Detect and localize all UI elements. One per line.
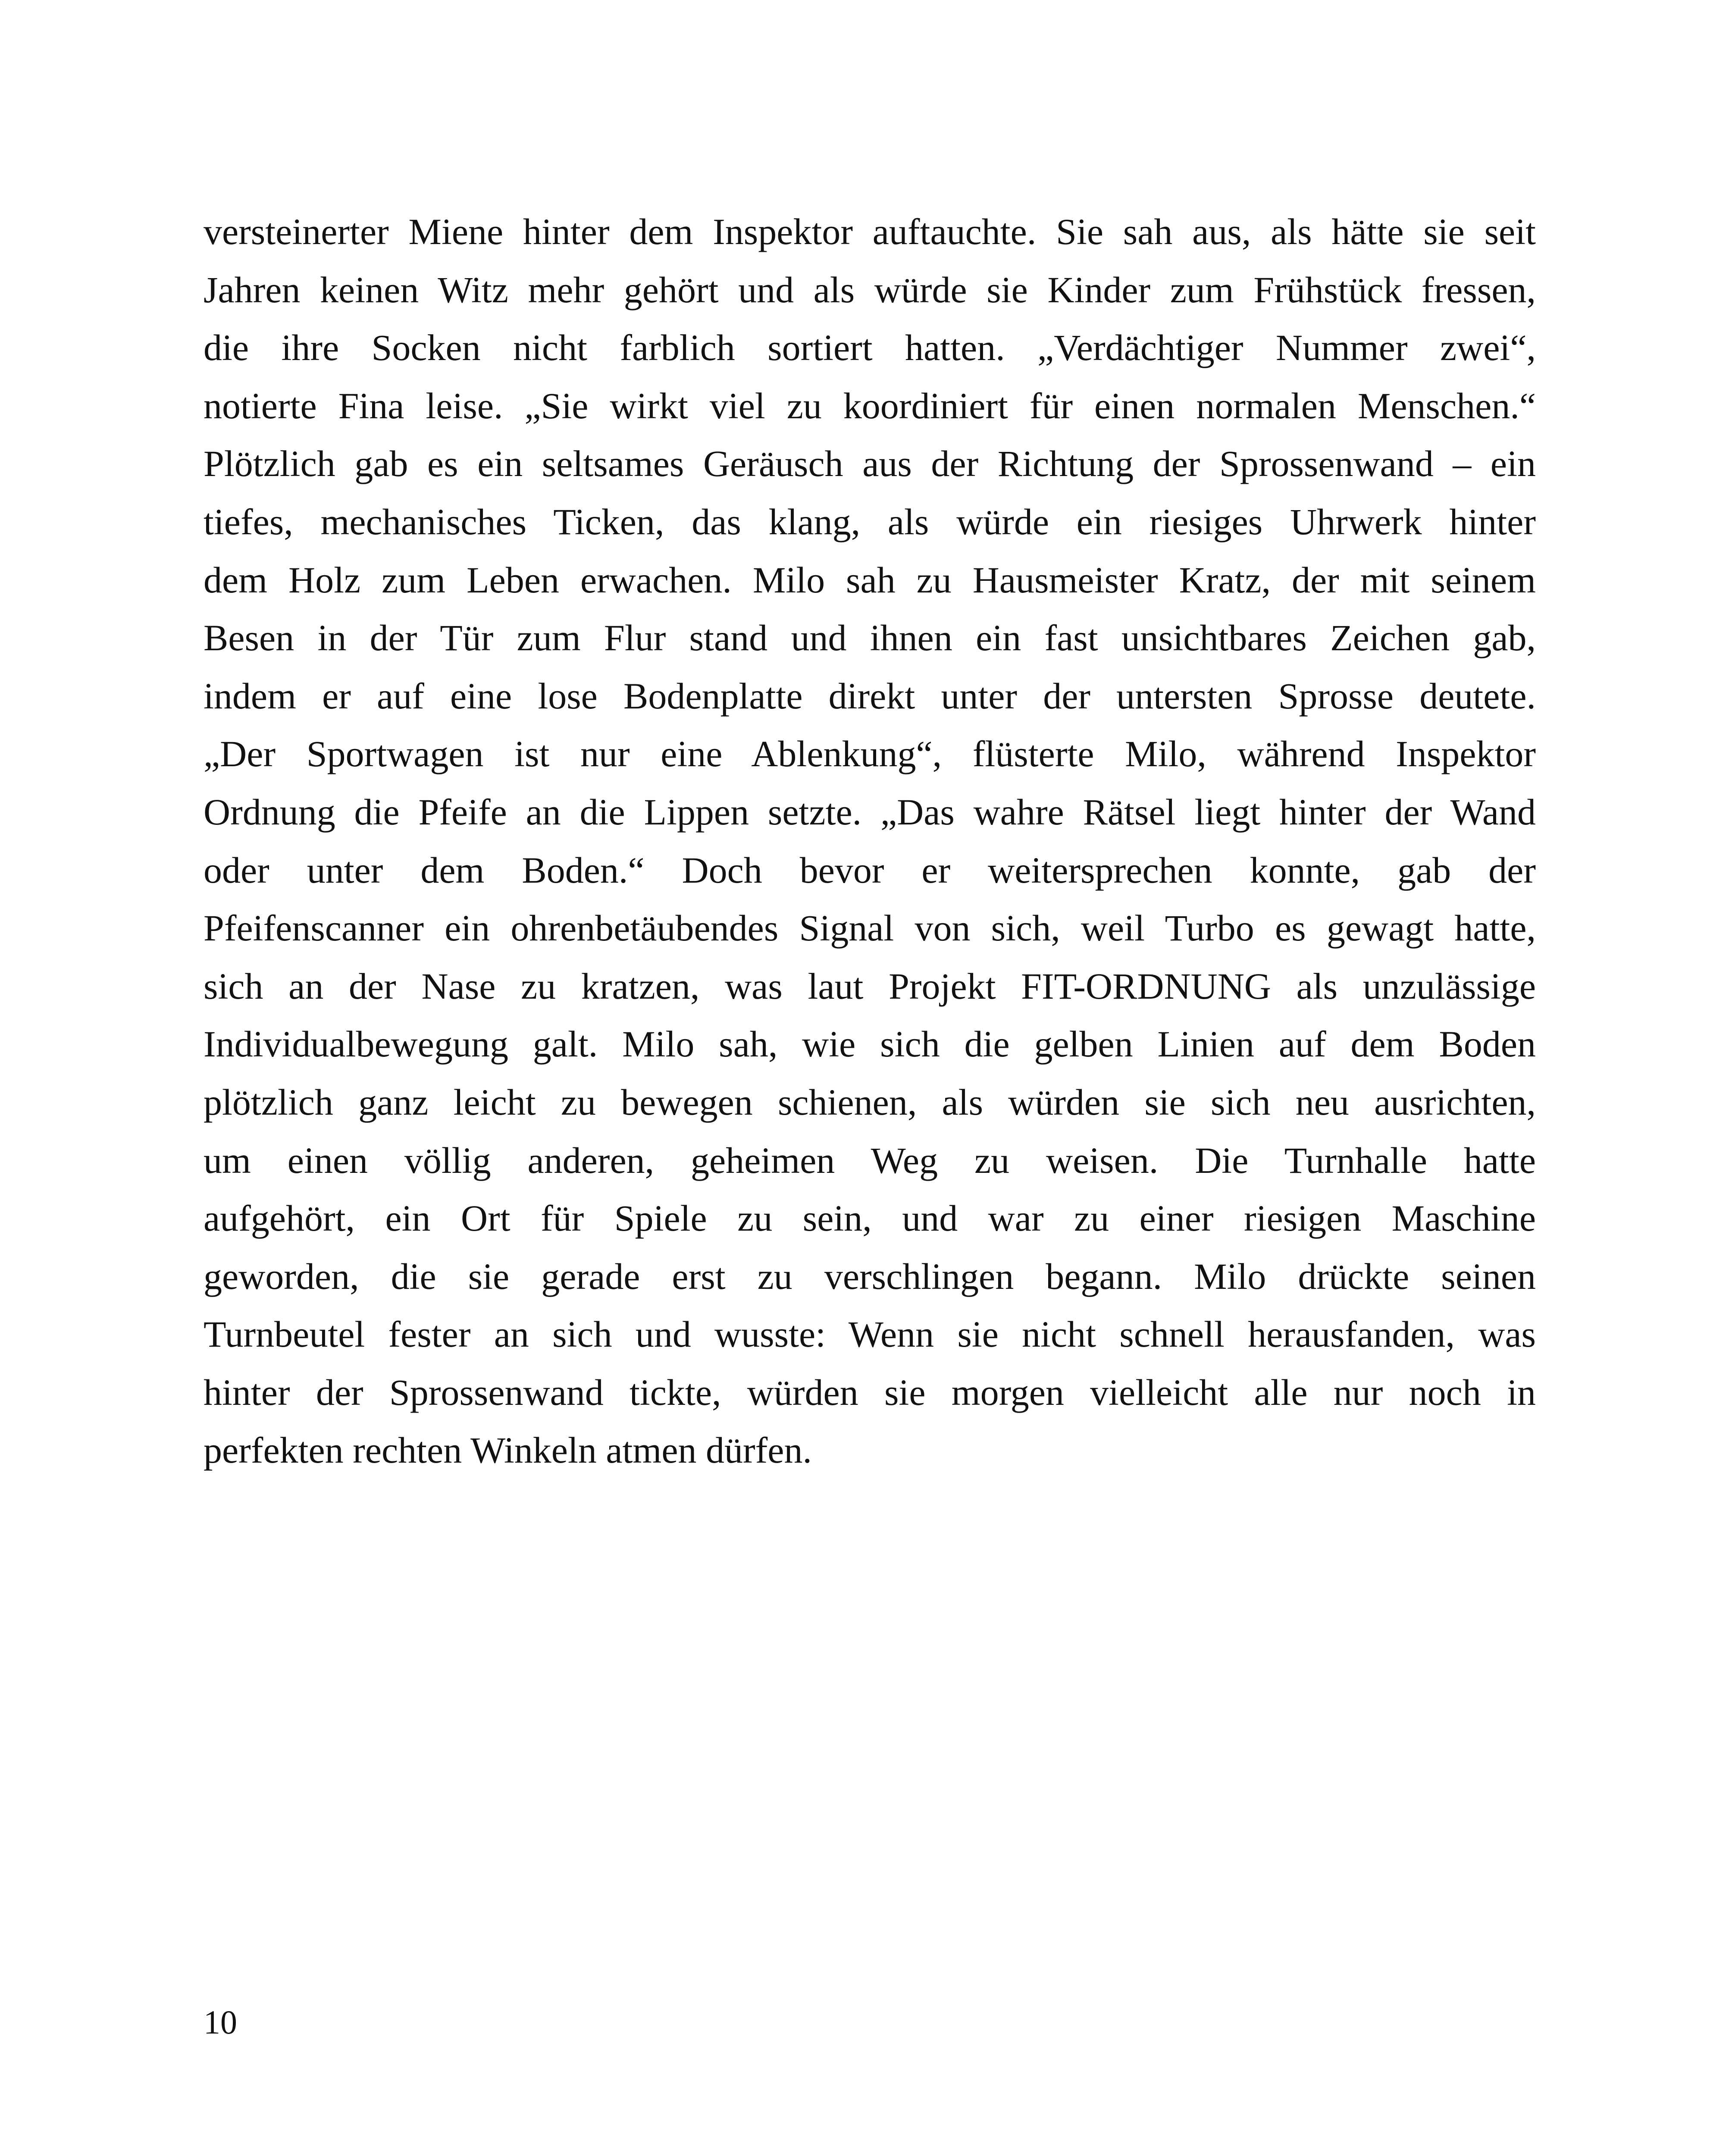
- text-line: Plötzlich gab es ein seltsames Geräusch aus der Richtung der Sprossenwand – ein: [204, 443, 1536, 485]
- text-line: perfekten rechten Winkeln atmen dürfen.: [204, 1429, 812, 1471]
- text-line: aufgehört, ein Ort für Spiele zu sein, und war zu einer riesigen Maschine: [204, 1197, 1536, 1239]
- text-line: sich an der Nase zu kratzen, was laut Projekt FIT-ORDNUNG als unzulässige: [204, 965, 1536, 1007]
- text-line: versteinerter Miene hinter dem Inspektor auftauchte. Sie sah aus, als hätte sie seit: [204, 211, 1536, 252]
- text-line: Jahren keinen Witz mehr gehört und als würde sie Kinder zum Frühstück fressen,: [204, 269, 1536, 310]
- text-line: Pfeifenscanner ein ohrenbetäubendes Signal von sich, weil Turbo es gewagt hatte,: [204, 907, 1536, 949]
- text-line: oder unter dem Boden.“ Doch bevor er weitersprechen konnte, gab der: [204, 849, 1536, 891]
- text-line: hinter der Sprossenwand tickte, würden sie morgen vielleicht alle nur noch in: [204, 1371, 1536, 1413]
- body-text: [204, 203, 1536, 1479]
- page-number: 10: [204, 2003, 237, 2041]
- text-line: dem Holz zum Leben erwachen. Milo sah zu Hausmeister Kratz, der mit seinem: [204, 559, 1536, 601]
- text-line: notierte Fina leise. „Sie wirkt viel zu koordiniert für einen normalen Menschen.“: [204, 385, 1536, 426]
- text-line: Individualbewegung galt. Milo sah, wie sich die gelben Linien auf dem Boden: [204, 1023, 1536, 1065]
- text-line: geworden, die sie gerade erst zu verschlingen begann. Milo drückte seinen: [204, 1255, 1536, 1297]
- text-line: Besen in der Tür zum Flur stand und ihnen ein fast unsichtbares Zeichen gab,: [204, 617, 1536, 659]
- text-line: indem er auf eine lose Bodenplatte direkt unter der untersten Sprosse deutete.: [204, 675, 1536, 717]
- text-line: plötzlich ganz leicht zu bewegen schienen, als würden sie sich neu ausrichten,: [204, 1081, 1536, 1123]
- text-line: tiefes, mechanisches Ticken, das klang, als würde ein riesiges Uhrwerk hinter: [204, 501, 1536, 542]
- text-line: „Der Sportwagen ist nur eine Ablenkung“, flüsterte Milo, während Inspektor: [204, 733, 1536, 775]
- text-line: um einen völlig anderen, geheimen Weg zu weisen. Die Turnhalle hatte: [204, 1139, 1536, 1181]
- text-line: Ordnung die Pfeife an die Lippen setzte. „Das wahre Rätsel liegt hinter der Wand: [204, 791, 1536, 833]
- text-line: die ihre Socken nicht farblich sortiert hatten. „Verdächtiger Nummer zwei“,: [204, 327, 1536, 369]
- text-line: Turnbeutel fester an sich und wusste: Wenn sie nicht schnell herausfanden, was: [204, 1313, 1536, 1355]
